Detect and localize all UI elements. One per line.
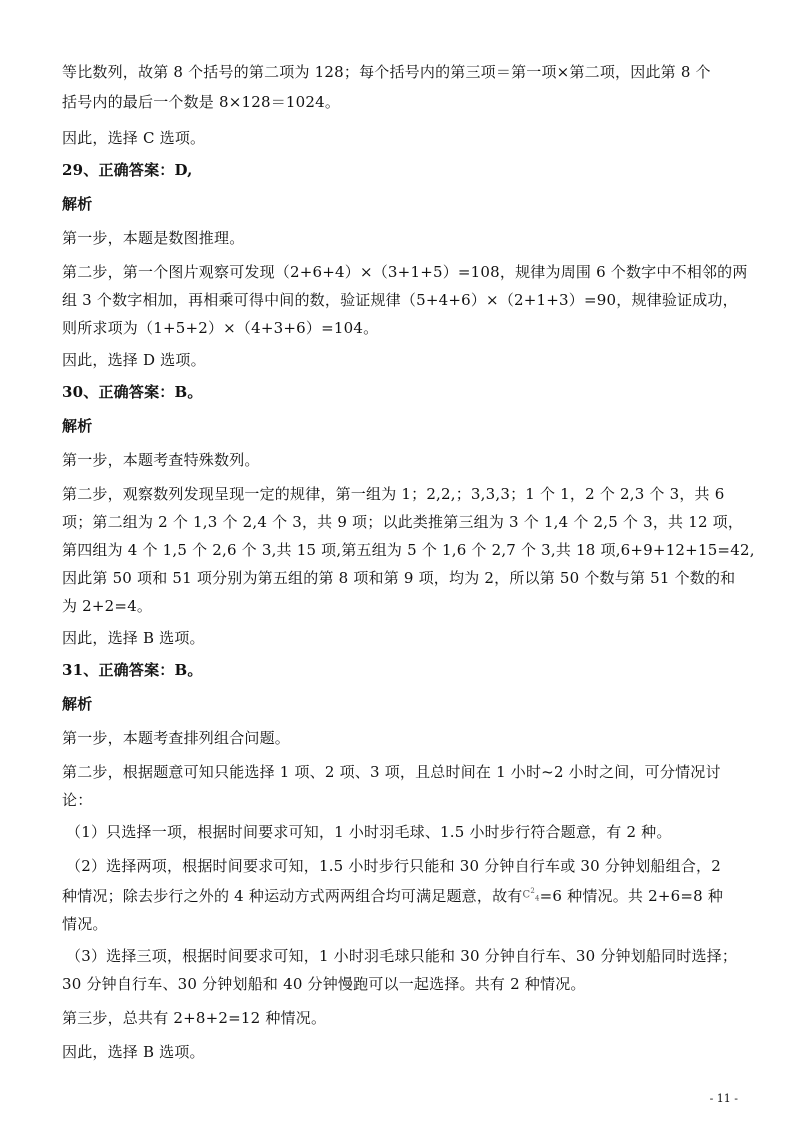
answer-heading-31: 31、正确答案：B。 [62, 661, 203, 679]
text-segment: =6 种情况。共 2+6=8 种 [539, 887, 724, 905]
text-line: 因此，选择 C 选项。 [62, 129, 206, 147]
text-line: （3）选择三项，根据时间要求可知，1 小时羽毛球只能和 30 分钟自行车、30 分钟划船同时选择； [66, 947, 738, 965]
combination-sub: 4 [535, 894, 540, 903]
text-line: 第四组为 4 个 1,5 个 2,6 个 3,共 15 项,第五组为 5 个 1,6 个 2,7 个 3,共 18 项,6+9+12+15=42, [62, 541, 755, 559]
answer-heading-30: 30、正确答案：B。 [62, 383, 203, 401]
text-line: （2）选择两项，根据时间要求可知，1.5 小时步行只能和 30 分钟自行车或 30 分钟划船组合，2 [66, 857, 721, 875]
text-line: 括号内的最后一个数是 8×128＝1024。 [62, 93, 341, 111]
text-line: 第一步，本题考查特殊数列。 [62, 451, 260, 469]
analysis-heading: 解析 [62, 695, 93, 713]
combination-sup: 2 [530, 887, 535, 896]
analysis-heading: 解析 [62, 195, 93, 213]
text-segment: 种情况；除去步行之外的 4 种运动方式两两组合均可满足题意，故有 [62, 887, 523, 905]
text-line: 第二步，根据题意可知只能选择 1 项、2 项、3 项，且总时间在 1 小时~2 小时之间，可分情况讨 [62, 763, 721, 781]
text-line: 第一步，本题考查排列组合问题。 [62, 729, 291, 747]
text-line-with-combination [62, 886, 742, 906]
text-line: 等比数列，故第 8 个括号的第二项为 128；每个括号内的第三项＝第一项×第二项，因此第 8 个 [62, 63, 711, 81]
text-line: 因此，选择 B 选项。 [62, 629, 205, 647]
text-line: 为 2+2=4。 [62, 597, 153, 615]
text-line: 因此，选择 D 选项。 [62, 351, 206, 369]
text-line: 则所求项为（1+5+2）×（4+3+6）=104。 [62, 319, 379, 337]
text-line: 因此，选择 B 选项。 [62, 1043, 205, 1061]
page-number: - 11 - [709, 1092, 738, 1105]
text-line: 组 3 个数字相加，再相乘可得中间的数，验证规律（5+4+6）×（2+1+3）=90，规律验证成功， [62, 291, 738, 309]
text-line: 第一步，本题是数图推理。 [62, 229, 245, 247]
combination-letter: C [522, 889, 531, 901]
text-line: 论： [62, 791, 93, 809]
text-line: 30 分钟自行车、30 分钟划船和 40 分钟慢跑可以一起选择。共有 2 种情况。 [62, 975, 586, 993]
answer-heading-29: 29、正确答案：D, [62, 161, 193, 179]
text-line: 第三步，总共有 2+8+2=12 种情况。 [62, 1009, 327, 1027]
text-line: 因此第 50 项和 51 项分别为第五组的第 8 项和第 9 项，均为 2，所以第 50 个数与第 51 个数的和 [62, 569, 736, 587]
text-line: 项；第二组为 2 个 1,3 个 2,4 个 3，共 9 项；以此类推第三组为 3 个 1,4 个 2,5 个 3，共 12 项， [62, 513, 744, 531]
analysis-heading: 解析 [62, 417, 93, 435]
text-line: （1）只选择一项，根据时间要求可知，1 小时羽毛球、1.5 小时步行符合题意，有 2 种。 [66, 823, 672, 841]
text-line: 第二步，第一个图片观察可发现（2+6+4）×（3+1+5）=108，规律为周围 6 个数字中不相邻的两 [62, 263, 748, 281]
text-line: 情况。 [62, 915, 108, 933]
text-line: 第二步，观察数列发现呈现一定的规律，第一组为 1；2,2,；3,3,3；1 个 1，2 个 2,3 个 3，共 6 [62, 485, 725, 503]
combination-symbol [522, 886, 539, 903]
